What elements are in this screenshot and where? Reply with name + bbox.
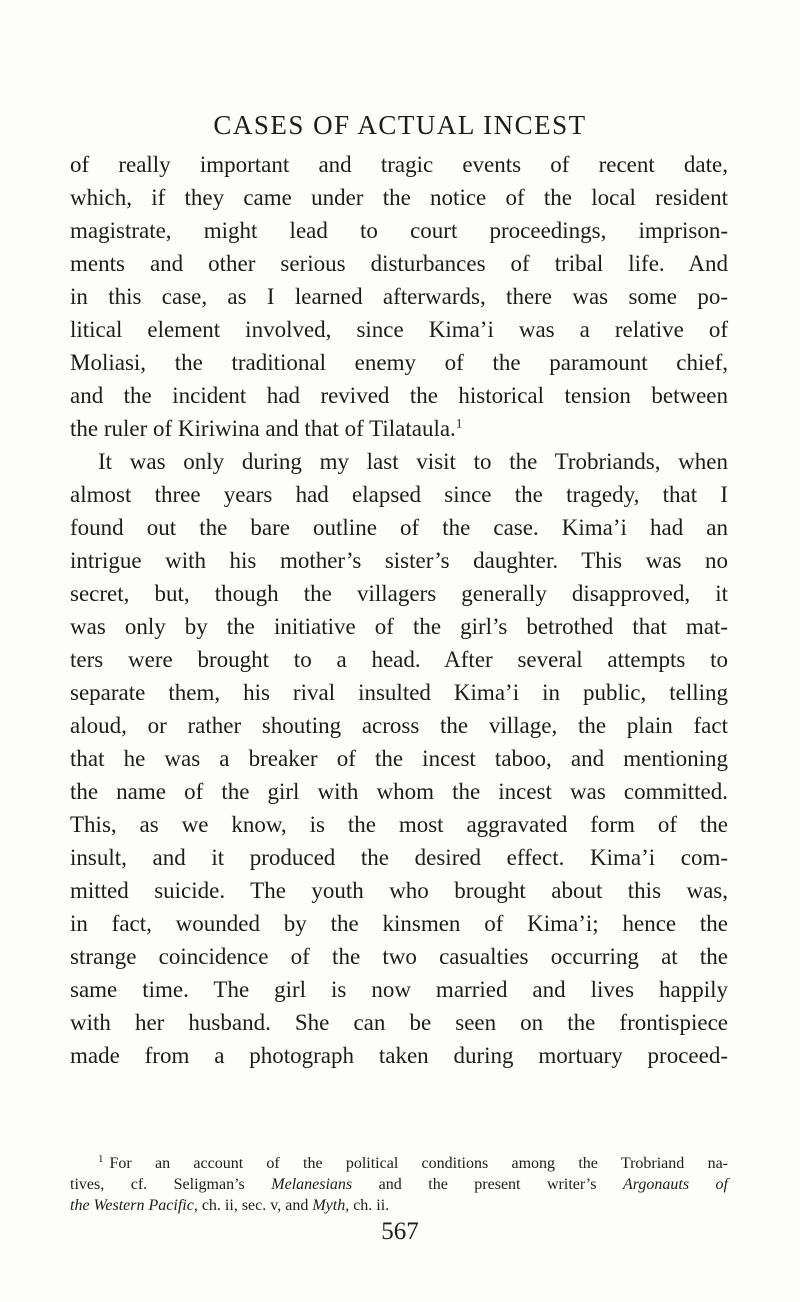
footnote-text: tives, cf. Seligman’s: [70, 1176, 272, 1193]
text-line: with her husband. She can be seen on the frontispiece: [70, 1010, 728, 1035]
text-line: Moliasi, the traditional enemy of the paramount chief,: [70, 350, 728, 375]
text-line: was only by the initiative of the girl’s betrothed that mat-: [70, 614, 728, 639]
footnote-text: ch. ii.: [349, 1197, 390, 1214]
footnote-line: [70, 1174, 728, 1195]
book-title: Melanesians: [271, 1176, 353, 1193]
text-line: intrigue with his mother’s sister’s daughter. This was no: [70, 548, 728, 573]
text-line: insult, and it produced the desired effect. Kima’i com-: [70, 845, 728, 870]
running-header: CASES OF ACTUAL INCEST: [213, 110, 587, 140]
footnotes: [70, 1153, 728, 1216]
text-line: litical element involved, since Kima’i was a relative of: [70, 317, 728, 342]
text-line: strange coincidence of the two casualties occurring at the: [70, 944, 728, 969]
text-line: ments and other serious disturbances of tribal life. And: [70, 251, 728, 276]
text-line: aloud, or rather shouting across the village, the plain fact: [70, 713, 728, 738]
text-line: in fact, wounded by the kinsmen of Kima’i; hence the: [70, 911, 728, 936]
paragraph-2: [70, 445, 728, 1072]
text-line: that he was a breaker of the incest taboo, and mentioning: [70, 746, 728, 771]
text-line: which, if they came under the notice of the local resident: [70, 185, 728, 210]
text-line: separate them, his rival insulted Kima’i in public, telling: [70, 680, 728, 705]
page-number: 567: [381, 1218, 419, 1245]
footnote-line: [70, 1153, 728, 1174]
text-line: This, as we know, is the most aggravated form of the: [70, 812, 728, 837]
footnote-text: and the present writer’s: [352, 1176, 623, 1193]
text-line: almost three years had elapsed since the tragedy, that I: [70, 482, 728, 507]
footnote-text: ch. ii, sec. v, and: [197, 1197, 313, 1214]
text-line: in this case, as I learned afterwards, there was some po-: [70, 284, 728, 309]
paragraph-1: [70, 148, 728, 412]
text-line: and the incident had revived the historical tension between: [70, 383, 728, 408]
footnote-mark: 1: [98, 1152, 104, 1165]
text-line: the ruler of Kiriwina and that of Tilataula.: [70, 416, 456, 441]
text-line: made from a photograph taken during mortuary proceed-: [70, 1043, 728, 1068]
footnote-line: [70, 1195, 728, 1216]
text-line: magistrate, might lead to court proceedings, imprison-: [70, 218, 728, 243]
paragraph-1-last-line: [70, 412, 728, 445]
text-line: of really important and tragic events of recent date,: [70, 152, 728, 177]
footnote-text: For an account of the political conditions among the Trobriand na-: [109, 1155, 728, 1172]
book-title: the Western Pacific,: [70, 1197, 198, 1214]
text-line: same time. The girl is now married and lives happily: [70, 977, 728, 1002]
text-line: mitted suicide. The youth who brought about this was,: [70, 878, 728, 903]
book-title: Myth,: [312, 1197, 350, 1214]
text-line: ters were brought to a head. After several attempts to: [70, 647, 728, 672]
text-line: It was only during my last visit to the Trobriands, when: [98, 449, 728, 474]
book-title: Argonauts of: [622, 1176, 728, 1193]
text-line: the name of the girl with whom the incest was committed.: [70, 779, 728, 804]
body-text: [70, 148, 728, 1072]
text-line: secret, but, though the villagers generally disapproved, it: [70, 581, 728, 606]
text-line: found out the bare outline of the case. Kima’i had an: [70, 515, 728, 540]
footnote-reference: 1: [455, 415, 463, 431]
